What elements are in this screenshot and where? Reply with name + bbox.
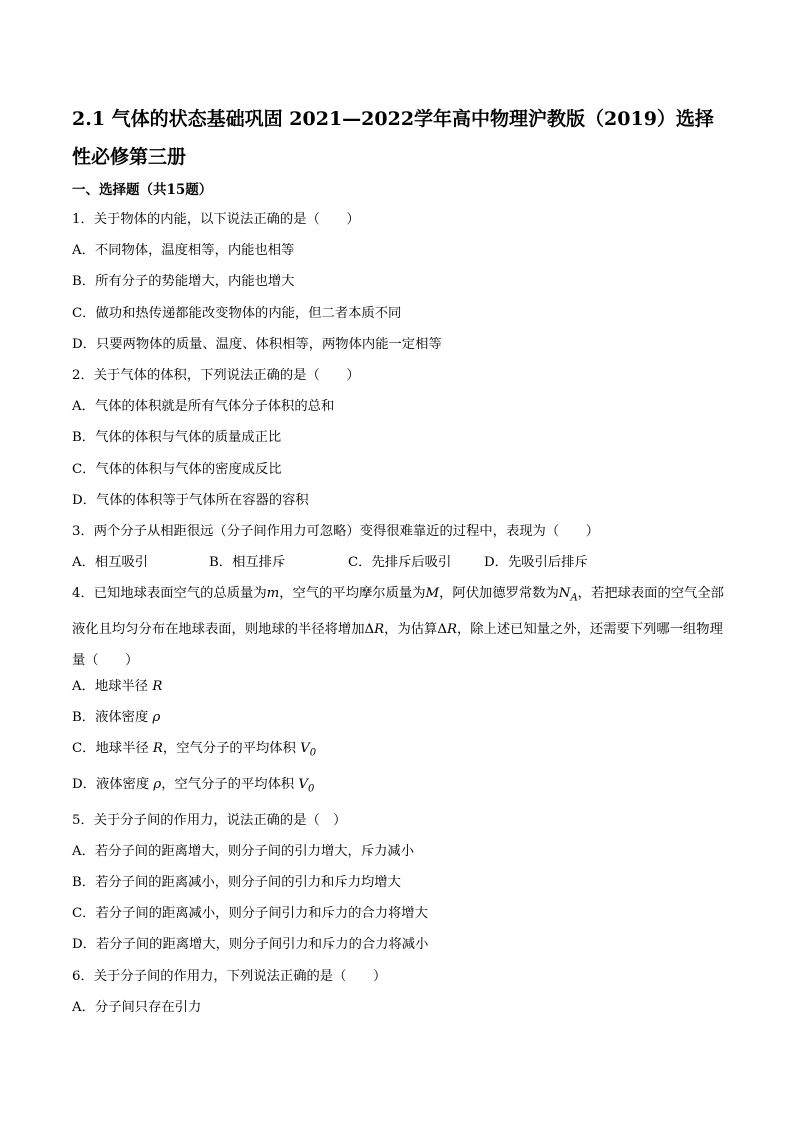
section-header: 一、选择题（共15题） <box>72 182 213 198</box>
question-3-option-d: D．先吸引后排斥 <box>484 555 588 571</box>
question-5-option-b: B．若分子间的距离减小，则分子间的引力和斥力均增大 <box>72 874 401 890</box>
question-4-option-c <box>72 739 727 764</box>
question-5-option-c: C．若分子间的距离减小，则分子间引力和斥力的合力将增大 <box>72 906 428 922</box>
q4-c-var: R <box>152 740 163 756</box>
question-1-stem: 1．关于物体的内能，以下说法正确的是（ ） <box>72 212 360 227</box>
document-title: 2.1 气体的状态基础巩固 2021—2022学年高中物理沪教版（2019）选择性必修第三册 <box>72 108 714 168</box>
q4-d-var2: V <box>298 776 309 792</box>
question-3-stem: 3．两个分子从相距很远（分子间作用力可忽略）变得很难靠近的过程中，表现为（ ） <box>72 523 600 539</box>
q4-text-2: ，空气的平均摩尔质量为 <box>279 586 426 602</box>
question-1-option-a: A．不同物体，温度相等，内能也相等 <box>72 243 295 259</box>
q4-a-var: R <box>152 678 163 694</box>
q4-text-6: ，除上述已知量之外，还需要下列哪一组物理量（ ） <box>72 622 723 669</box>
q4-d-text: D．液体密度 <box>72 776 154 792</box>
question-1-option-c: C．做功和热传递都能改变物体的内能，但二者本质不同 <box>72 305 402 321</box>
q4-text-4: ，若把球表面的空气全部液化且均匀分布在地球表面，则地球的半径将增加Δ <box>72 586 724 638</box>
q4-var-R-2: R <box>446 622 457 638</box>
q4-d-var: ρ <box>153 776 162 792</box>
q4-c-text: C．地球半径 <box>72 740 153 756</box>
q4-c-rest: ，空气分子的平均体积 <box>162 740 301 756</box>
question-5-option-a: A．若分子间的距离增大，则分子间的引力增大，斥力减小 <box>72 843 415 859</box>
q4-c-var2: V <box>300 740 310 756</box>
question-2-option-b: B．气体的体积与气体的质量成正比 <box>72 430 282 446</box>
question-4-stem <box>72 578 727 676</box>
question-2-option-a: A．气体的体积就是所有气体分子体积的总和 <box>72 399 335 415</box>
question-3-option-a: A．相互吸引 <box>72 555 149 571</box>
question-1-option-d: D．只要两物体的质量、温度、体积相等，两物体内能一定相等 <box>72 336 442 352</box>
question-4-option-a <box>72 677 727 697</box>
question-2-option-c: C．气体的体积与气体的密度成反比 <box>72 461 282 477</box>
q4-b-var: ρ <box>152 709 161 725</box>
document-page <box>72 100 727 1029</box>
question-3-option-b: B．相互排斥 <box>209 555 286 571</box>
question-5-stem: 5．关于分子间的作用力，说法正确的是（ ） <box>72 812 347 828</box>
q4-a-text: A．地球半径 <box>72 678 153 694</box>
question-1-option-b: B．所有分子的势能增大，内能也增大 <box>72 274 295 290</box>
question-6-option-a: A．分子间只存在引力 <box>72 999 202 1015</box>
q4-var-m: m <box>266 586 280 602</box>
question-2-option-d: D．气体的体积等于气体所在容器的容积 <box>72 492 309 508</box>
q4-var-M: M <box>425 586 440 602</box>
q4-c-sub2: 0 <box>309 747 317 759</box>
question-4-option-b <box>72 708 727 728</box>
question-5-option-d: D．若分子间的距离增大，则分子间引力和斥力的合力将减小 <box>72 937 429 953</box>
question-2-stem: 2．关于气体的体积，下列说法正确的是（ ） <box>72 367 360 383</box>
q4-text-1: 4．已知地球表面空气的总质量为 <box>72 586 267 602</box>
question-3-options <box>72 553 727 573</box>
q4-d-rest: ，空气分子的平均体积 <box>161 776 299 792</box>
q4-var-N: N <box>558 586 571 602</box>
q4-b-text: B．液体密度 <box>72 709 153 725</box>
q4-var-R-1: R <box>374 622 385 638</box>
q4-text-5: ，为估算Δ <box>384 622 447 638</box>
question-6-stem: 6．关于分子间的作用力，下列说法正确的是（ ） <box>72 968 387 984</box>
q4-text-3: ，阿伏加德罗常数为 <box>439 586 559 602</box>
q4-d-sub2: 0 <box>308 783 315 795</box>
question-3-option-c: C．先排斥后吸引 <box>348 555 452 571</box>
q4-var-N-sub: A <box>570 592 578 604</box>
question-4-option-d <box>72 775 727 800</box>
